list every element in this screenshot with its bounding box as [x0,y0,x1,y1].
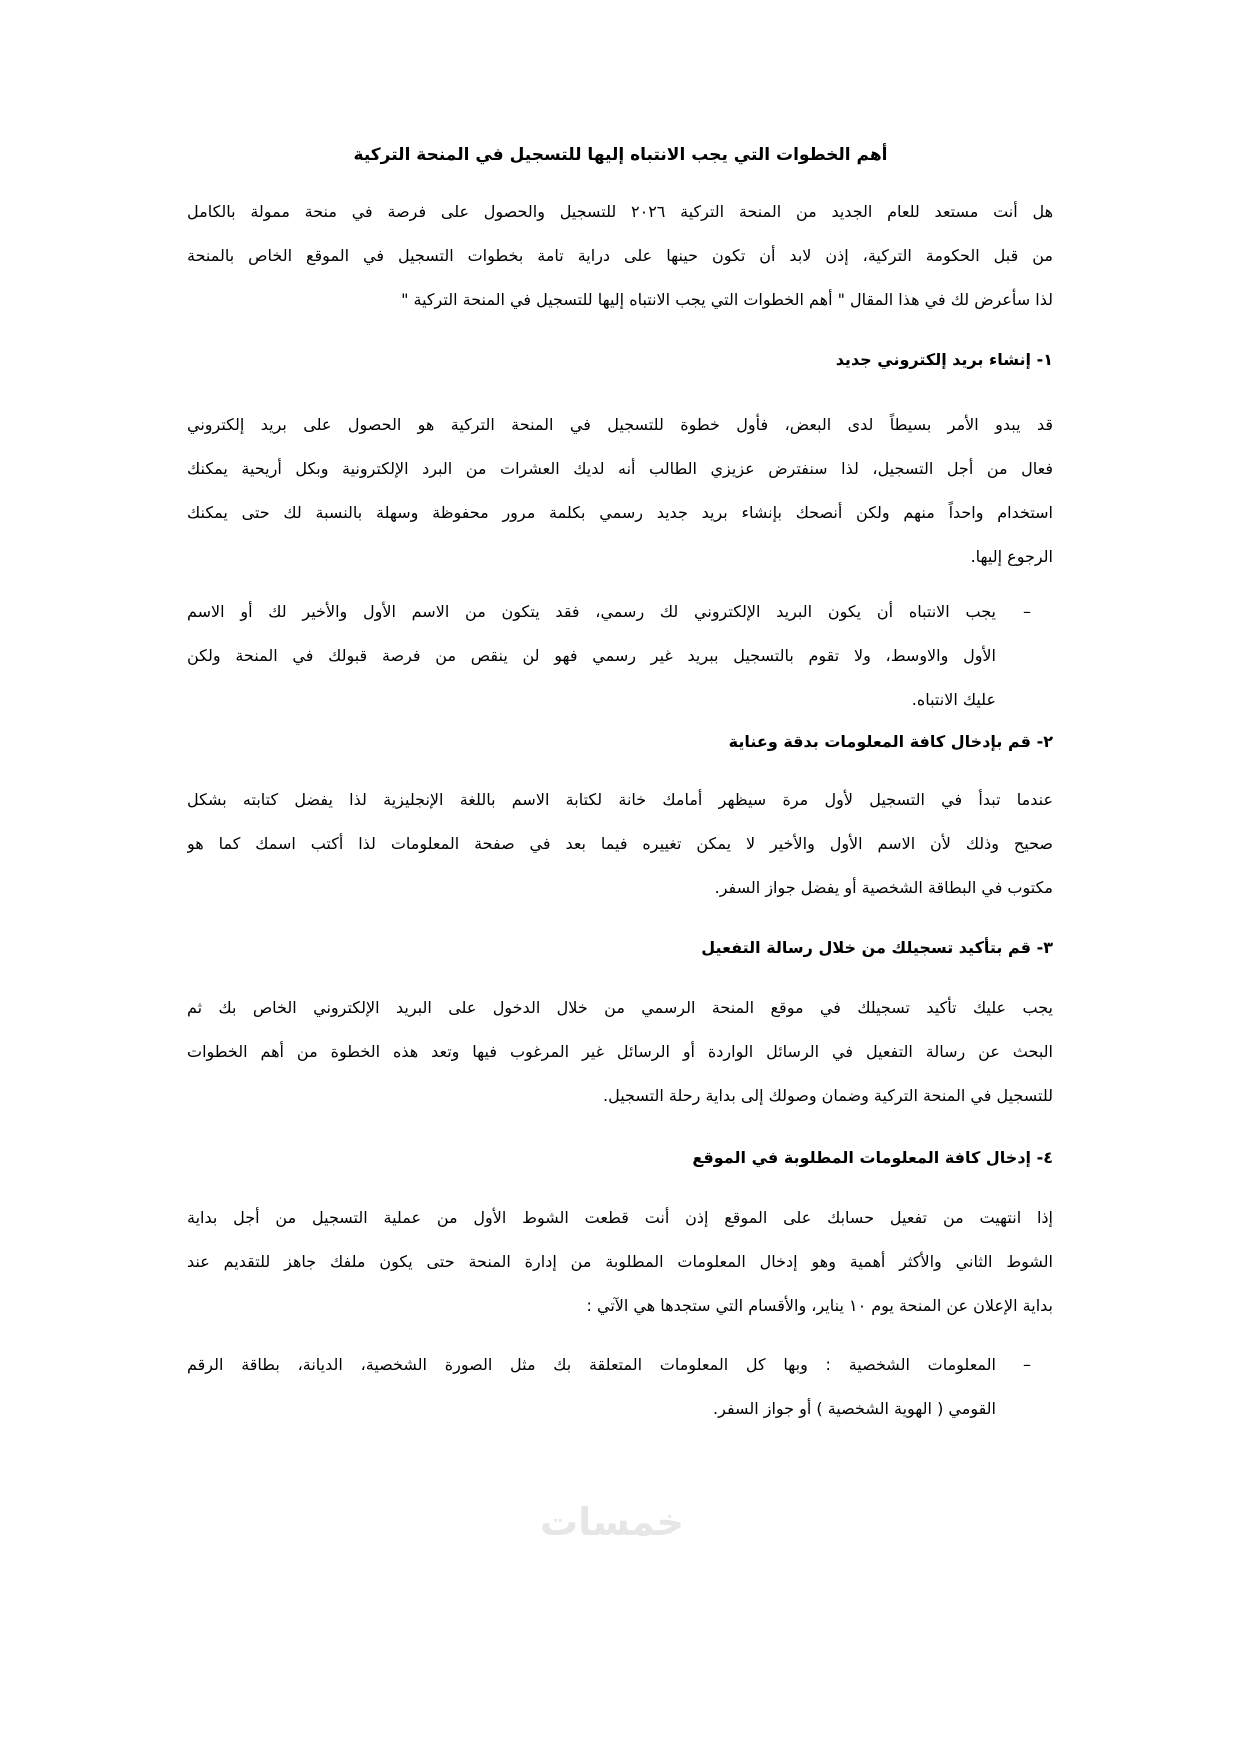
bullet-marker: – [1023,602,1031,621]
paragraph-line: قد يبدو الأمر بسيطاً لدى البعض، فأول خطوة للتسجيل في المنحة التركية هو الحصول على بريد إلكتروني [187,415,1053,434]
paragraph-line: عندما تبدأ في التسجيل لأول مرة سيظهر أمامك خانة لكتابة الاسم باللغة الإنجليزية لذا يفضل كتابته بشكل [187,790,1053,809]
paragraph-line: يجب عليك تأكيد تسجيلك في موقع المنحة الرسمي من خلال الدخول على البريد الإلكتروني الخاص بك ثم [187,998,1053,1017]
paragraph-line: استخدام واحداً منهم ولكن أنصحك بإنشاء بريد جديد رسمي بكلمة مرور محفوظة وسهلة بالنسبة لك حتى يمكنك [187,503,1053,522]
document-title: أهم الخطوات التي يجب الانتباه إليها للتسجيل في المنحة التركية [353,145,888,165]
bullet-line: القومي ( الهوية الشخصية ) أو جواز السفر. [713,1399,996,1418]
intro-line: هل أنت مستعد للعام الجديد من المنحة التركية ٢٠٢٦ للتسجيل والحصول على فرصة في منحة ممولة بالكامل [187,202,1053,221]
paragraph-line: البحث عن رسالة التفعيل في الرسائل الواردة أو الرسائل غير المرغوب فيها وتعد هذه الخطوة من أهم الخطوات [187,1042,1053,1061]
paragraph-line: إذا انتهيت من تفعيل حسابك على الموقع إذن أنت قطعت الشوط الأول من عملية التسجيل من أجل بداية [187,1208,1053,1227]
paragraph-line: الرجوع إليها. [970,547,1053,566]
bullet-line: الأول والاوسط، ولا تقوم بالتسجيل ببريد غير رسمي فهو لن ينقص من فرصة قبولك في المنحة ولكن [187,646,996,665]
section-heading-3: ٣- قم بتأكيد تسجيلك من خلال رسالة التفعيل [701,938,1053,957]
intro-line: لذا سأعرض لك في هذا المقال " أهم الخطوات التي يجب الانتباه إليها للتسجيل في المنحة التركية " [401,290,1053,309]
section-heading-1: ١- إنشاء بريد إلكتروني جديد [835,350,1053,369]
intro-line: من قبل الحكومة التركية، إذن لابد أن تكون حينها على دراية تامة بخطوات التسجيل في الموقع الخاص بالمنحة [187,246,1053,265]
bullet-line: عليك الانتباه. [911,690,996,709]
paragraph-line: بداية الإعلان عن المنحة يوم ١٠ يناير، والأقسام التي ستجدها هي الآتي : [586,1296,1053,1315]
watermark-logo: خمسات [540,1500,684,1544]
paragraph-line: صحيح وذلك لأن الاسم الأول والأخير لا يمكن تغييره فيما بعد في صفحة المعلومات لذا أكتب اسمك كما هو [187,834,1053,853]
bullet-marker: – [1023,1355,1031,1374]
section-heading-2: ٢- قم بإدخال كافة المعلومات بدقة وعناية [728,732,1053,751]
bullet-line: المعلومات الشخصية : وبها كل المعلومات المتعلقة بك مثل الصورة الشخصية، الديانة، بطاقة الرقم [187,1355,996,1374]
paragraph-line: للتسجيل في المنحة التركية وضمان وصولك إلى بداية رحلة التسجيل. [603,1086,1053,1105]
paragraph-line: الشوط الثاني والأكثر أهمية وهو إدخال المعلومات المطلوبة من إدارة المنحة حتى يكون ملفك جاهز للتقديم عند [187,1252,1053,1271]
bullet-line: يجب الانتباه أن يكون البريد الإلكتروني لك رسمي، فقد يتكون من الاسم الأول والأخير لك أو الاسم [187,602,996,621]
paragraph-line: فعال من أجل التسجيل، لذا سنفترض عزيزي الطالب أنه لديك العشرات من البرد الإلكترونية وبكل أريحية يمكنك [187,459,1053,478]
paragraph-line: مكتوب في البطاقة الشخصية أو يفضل جواز السفر. [714,878,1053,897]
section-heading-4: ٤- إدخال كافة المعلومات المطلوبة في الموقع [692,1148,1053,1167]
